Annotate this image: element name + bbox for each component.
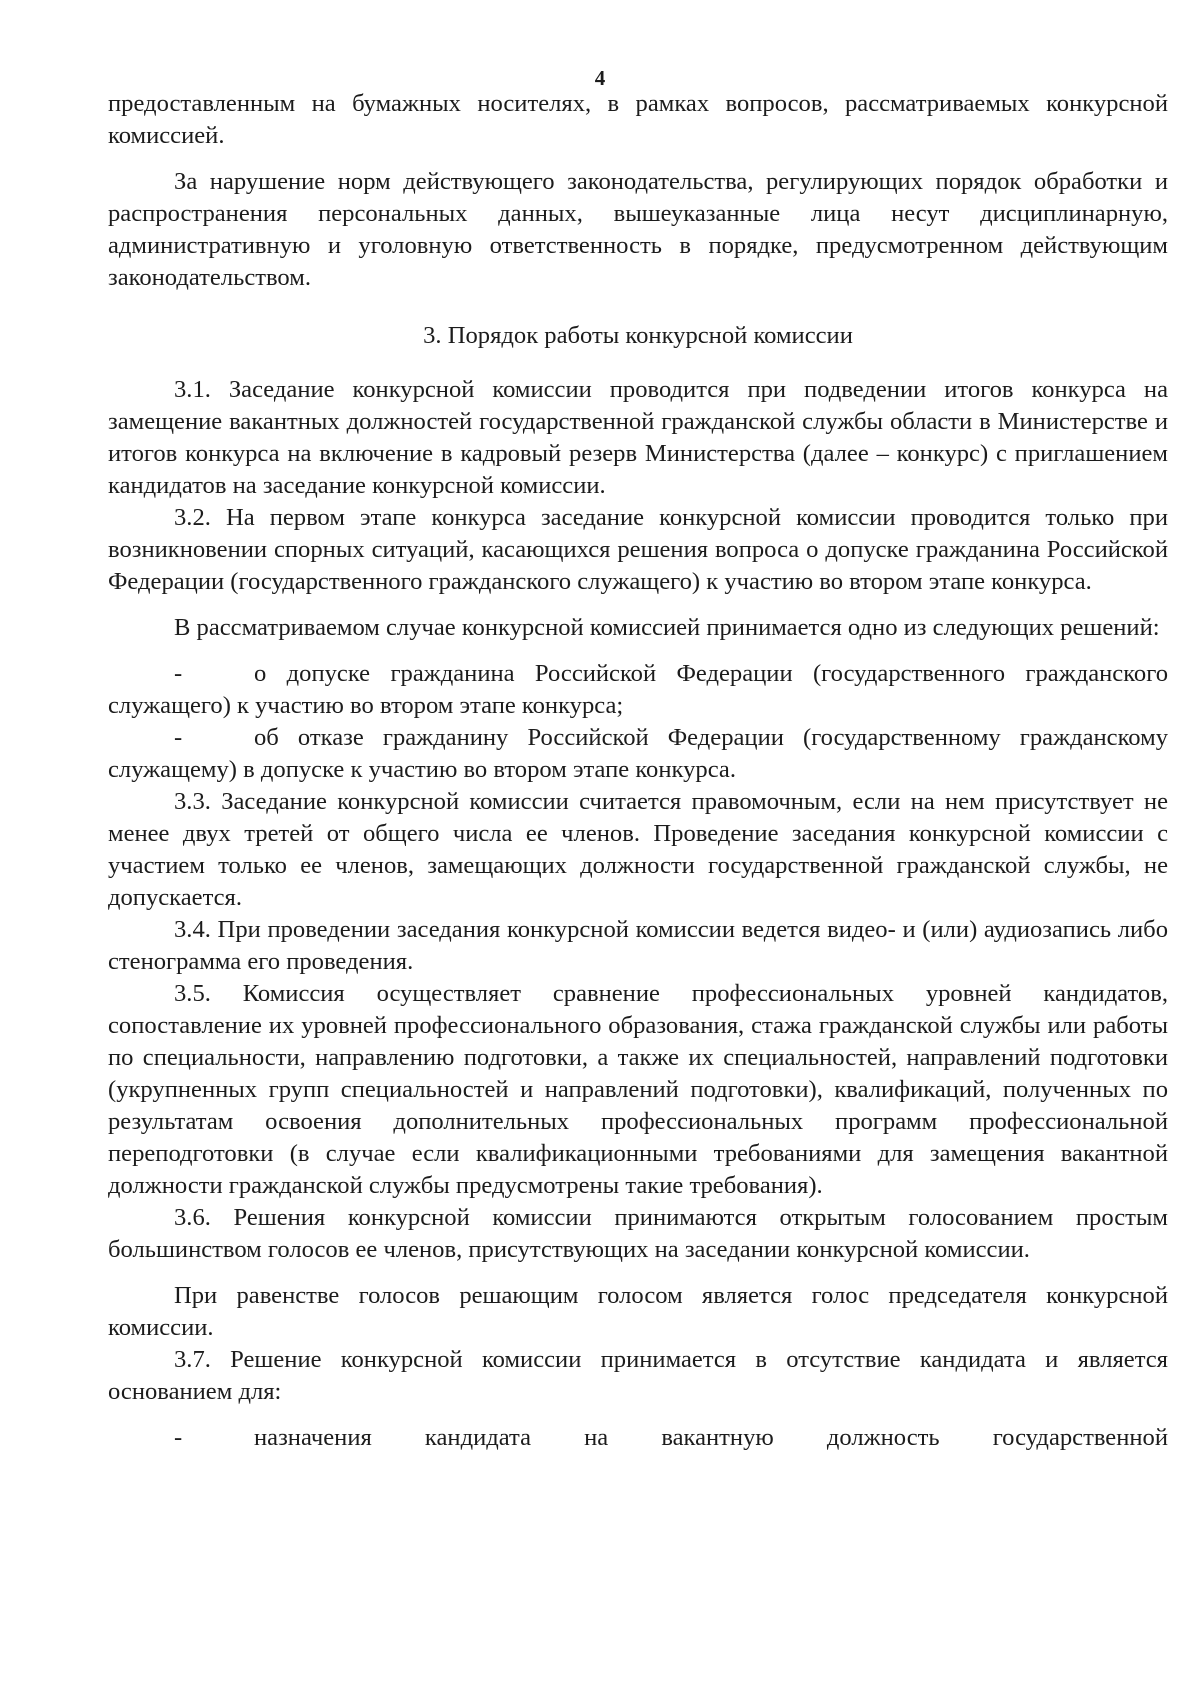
list-dash: - bbox=[174, 724, 183, 751]
paragraph-3-5: 3.5. Комиссия осуществляет сравнение профессиональных уровней кандидатов, сопоставление их уровней профессионального образования, стажа гражданской службы или работы по специальности, направлению подготовки, а также их специальностей, направлений подготовки (укрупненных групп специальностей и направлений подготовки), квалификаций, полученных по результатам освоения дополнительных профессиональных программ профессиональной переподготовки (в случае если квалификационными требованиями для замещения вакантной должности гражданской службы предусмотрены такие требования). bbox=[108, 980, 1168, 1199]
paragraph-3-6: 3.6. Решения конкурсной комиссии принимаются открытым голосованием простым большинством голосов ее членов, присутствующих на заседании конкурсной комиссии. bbox=[108, 1204, 1168, 1263]
list-item bbox=[108, 1422, 1168, 1454]
section-heading: 3. Порядок работы конкурсной комиссии bbox=[423, 322, 853, 349]
paragraph-3-6-tie: При равенстве голосов решающим голосом является голос председателя конкурсной комиссии. bbox=[108, 1282, 1168, 1341]
paragraph-3-3: 3.3. Заседание конкурсной комиссии считается правомочным, если на нем присутствует не менее двух третей от общего числа ее членов. Проведение заседания конкурсной комиссии с участием только ее членов, замещающих должности государственной гражданской службы, не допускается. bbox=[108, 788, 1168, 911]
page-number: 4 bbox=[594, 66, 606, 90]
list-item-text: о допуске гражданина Российской Федерации (государственного гражданского служащего) к участию во втором этапе конкурса; bbox=[108, 660, 1168, 719]
paragraph-3-2-case: В рассматриваемом случае конкурсной комиссией принимается одно из следующих решений: bbox=[174, 614, 1160, 641]
list-item bbox=[108, 658, 1168, 722]
paragraph-3-2: 3.2. На первом этапе конкурса заседание конкурсной комиссии проводится только при возникновении спорных ситуаций, касающихся решения вопроса о допуске гражданина Российской Федерации (государственного гражданского служащего) к участию во втором этапе конкурса. bbox=[108, 504, 1168, 595]
list-dash: - bbox=[174, 660, 183, 687]
document-body bbox=[108, 88, 1168, 1454]
paragraph-3-1: 3.1. Заседание конкурсной комиссии проводится при подведении итогов конкурса на замещение вакантных должностей государственной гражданской службы области в Министерстве и итогов конкурса на включение в кадровый резерв Министерства (далее – конкурс) с приглашением кандидатов на заседание конкурсной комиссии. bbox=[108, 376, 1168, 499]
list-item bbox=[108, 722, 1168, 786]
paragraph-continuation: предоставленным на бумажных носителях, в рамках вопросов, рассматриваемых конкурсной комиссией. bbox=[108, 90, 1168, 149]
list-item-text: об отказе гражданину Российской Федерации (государственному гражданскому служащему) в допуске к участию во втором этапе конкурса. bbox=[108, 724, 1168, 783]
list-item-text: назначения кандидата на вакантную должность государственной bbox=[254, 1424, 1168, 1451]
paragraph-3-7: 3.7. Решение конкурсной комиссии принимается в отсутствие кандидата и является основанием для: bbox=[108, 1346, 1168, 1405]
list-dash: - bbox=[174, 1424, 183, 1451]
paragraph-liability: За нарушение норм действующего законодательства, регулирующих порядок обработки и распространения персональных данных, вышеуказанные лица несут дисциплинарную, административную и уголовную ответственность в порядке, предусмотренном действующим законодательством. bbox=[108, 168, 1168, 291]
paragraph-3-4: 3.4. При проведении заседания конкурсной комиссии ведется видео- и (или) аудиозапись либо стенограмма его проведения. bbox=[108, 916, 1168, 975]
